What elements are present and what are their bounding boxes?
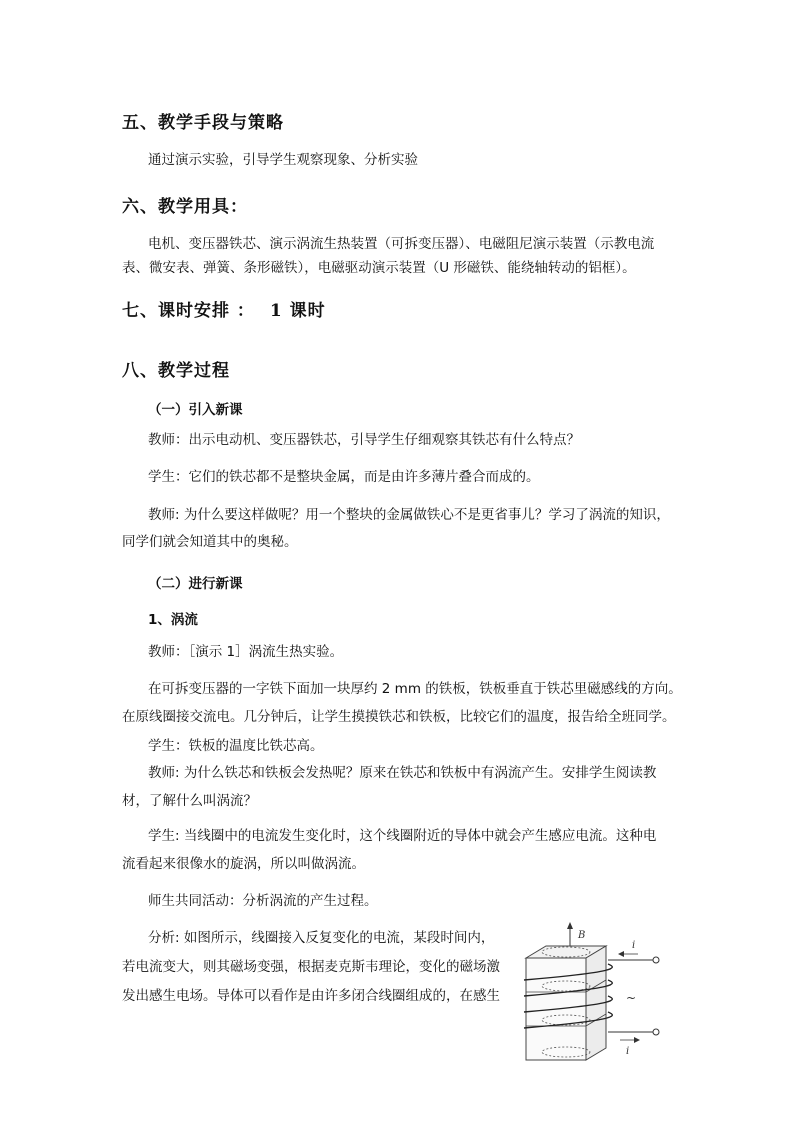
teacher-line-2b: 同学们就会知道其中的奥秘。 xyxy=(122,534,298,550)
student-line-2: 学生：铁板的温度比铁芯高。 xyxy=(148,738,324,754)
label-i-bottom: i xyxy=(626,1046,630,1057)
label-b: B xyxy=(578,930,586,941)
section7-heading-label: 七、课时安排 ： xyxy=(122,301,255,321)
teacher-line-3b: 材，了解什么叫涡流？ xyxy=(122,793,257,809)
current-arrowhead-top xyxy=(618,951,624,957)
current-arrowhead-bottom xyxy=(634,1037,640,1043)
section7-heading xyxy=(122,296,326,321)
analysis-line-1: 分析: 如图所示，线圈接入反复变化的电流，某段时间内， xyxy=(148,930,495,946)
section7-value: 1 课时 xyxy=(269,301,326,321)
section5-heading: 五、教学手段与策略 xyxy=(122,113,284,133)
ac-symbol: ~ xyxy=(626,991,637,1005)
demo-desc-1: 在可拆变压器的一字铁下面加一块厚约 2 mm 的铁板，铁板垂直于铁芯里磁感线的方向。 xyxy=(148,681,682,697)
topic1-title: 1、涡流 xyxy=(148,612,198,628)
teacher-line-3a: 教师: 为什么铁芯和铁板会发热呢？原来在铁芯和铁板中有涡流产生。安排学生阅读教 xyxy=(148,765,657,781)
eddy-current-figure xyxy=(508,920,668,1070)
section6-line1: 电机、变压器铁芯、演示涡流生热装置（可拆变压器）、电磁阻尼演示装置（示教电流 xyxy=(148,236,655,252)
analysis-line-3: 发出感生电场。导体可以看作是由许多闭合线圈组成的，在感生 xyxy=(122,988,500,1004)
top-terminal-icon xyxy=(653,957,659,963)
label-i-top: i xyxy=(632,940,636,951)
part1-title: （一）引入新课 xyxy=(148,402,243,418)
teacher-line-1: 教师：出示电动机、变压器铁芯，引导学生仔细观察其铁芯有什么特点？ xyxy=(148,432,580,448)
student-line-3a: 学生: 当线圈中的电流发生变化时，这个线圈附近的导体中就会产生感应电流。这种电 xyxy=(148,828,657,844)
section6-line2: 表、微安表、弹簧、条形磁铁），电磁驱动演示装置（U 形磁铁、能绕轴转动的铝框）。 xyxy=(122,260,636,276)
activity-line: 师生共同活动：分析涡流的产生过程。 xyxy=(148,893,378,909)
part2-title: （二）进行新课 xyxy=(148,576,243,592)
section6-heading: 六、教学用具： xyxy=(122,197,248,217)
demo-desc-2: 在原线圈接交流电。几分钟后，让学生摸摸铁芯和铁板，比较它们的温度，报告给全班同学。 xyxy=(122,709,676,725)
teacher-line-2a: 教师: 为什么要这样做呢？用一个整块的金属做铁心不是更省事儿？学习了涡流的知识， xyxy=(148,507,670,523)
analysis-line-2: 若电流变大，则其磁场变强，根据麦克斯韦理论，变化的磁场激 xyxy=(122,959,500,975)
b-field-arrowhead xyxy=(567,922,573,929)
section8-heading: 八、教学过程 xyxy=(122,361,230,381)
student-line-3b: 流看起来很像水的旋涡，所以叫做涡流。 xyxy=(122,856,365,872)
bottom-terminal-icon xyxy=(653,1029,659,1035)
student-line-1: 学生：它们的铁芯都不是整块金属，而是由许多薄片叠合而成的。 xyxy=(148,469,540,485)
teacher-demo: 教师：［演示 1］涡流生热实验。 xyxy=(148,644,344,660)
section5-text: 通过演示实验，引导学生观察现象、分析实验 xyxy=(148,152,418,168)
